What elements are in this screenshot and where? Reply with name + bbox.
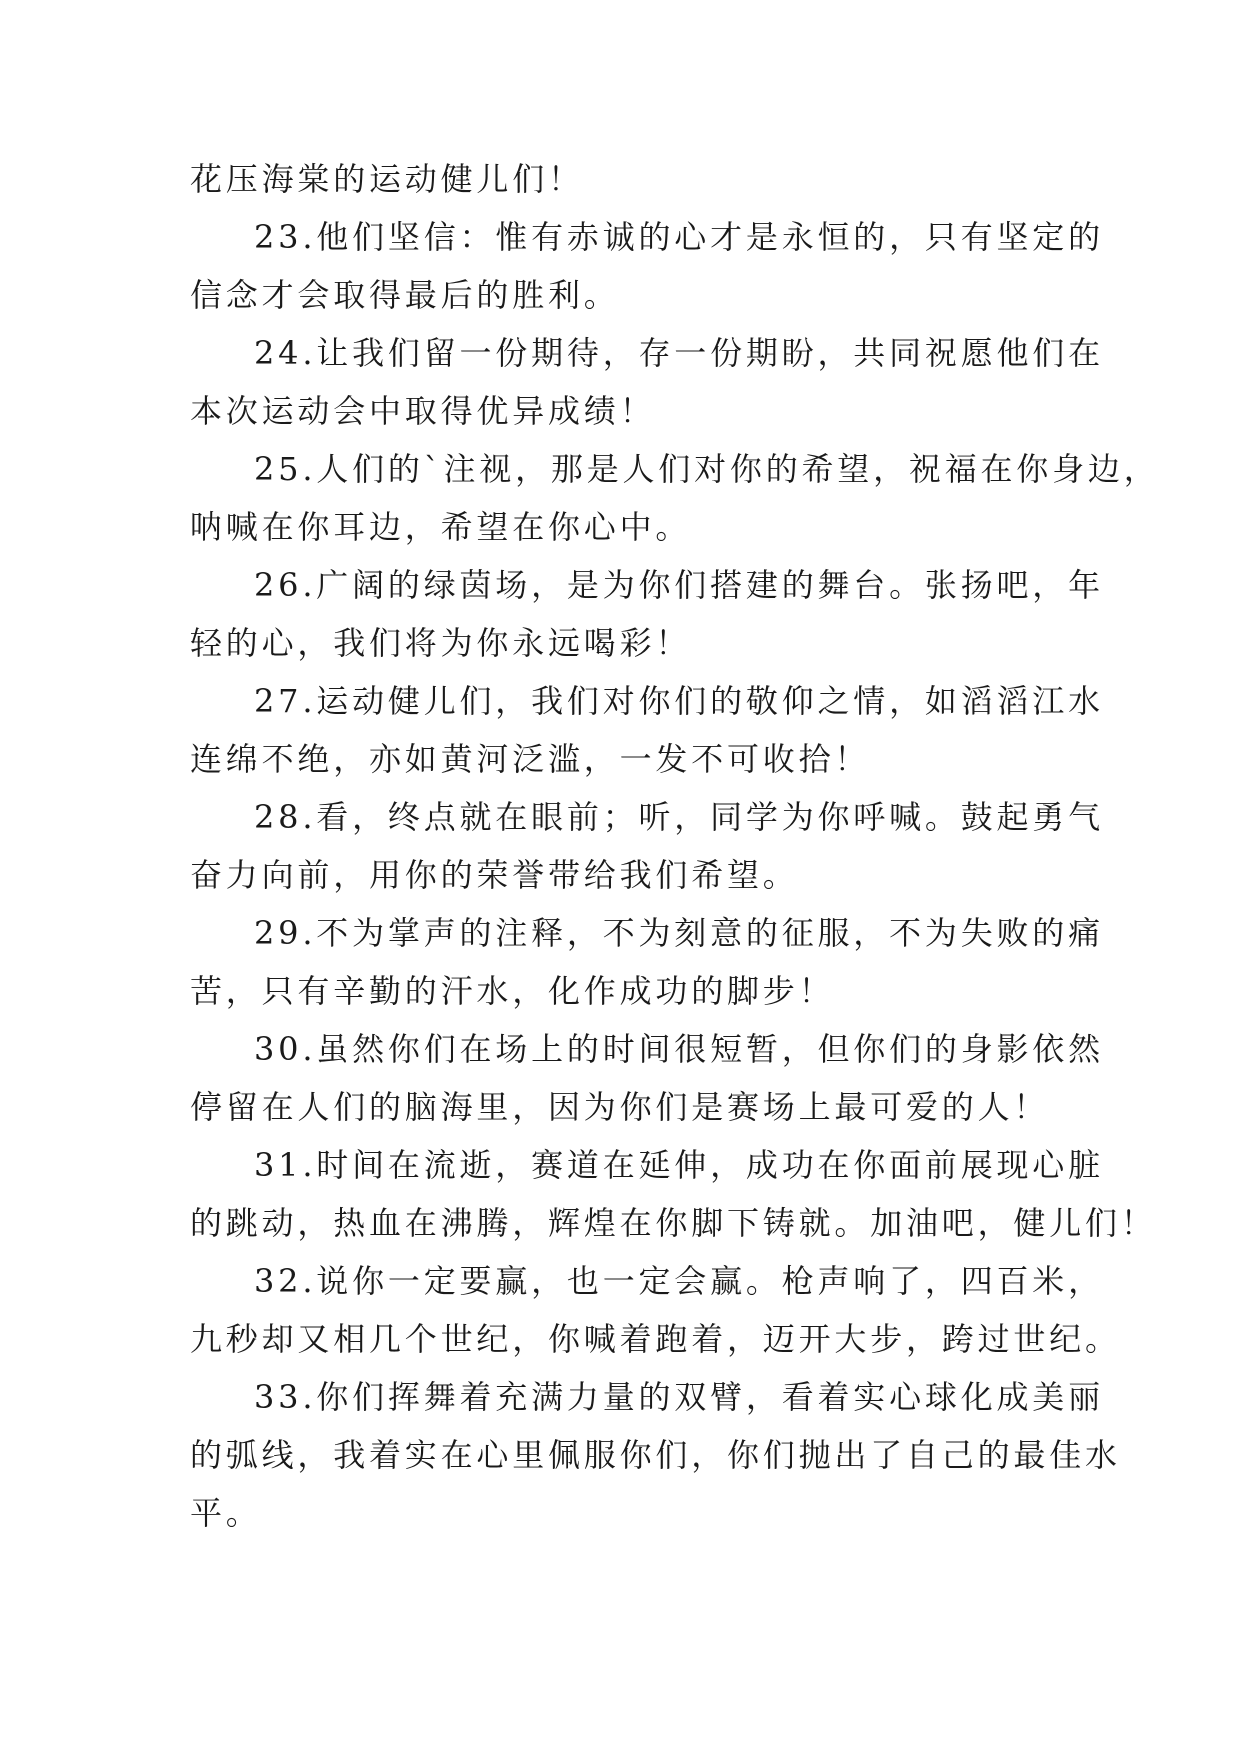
paragraph-first-line: 26.广阔的绿茵场，是为你们搭建的舞台。张扬吧，年 [254,566,1104,604]
paragraph-first-line: 32.说你一定要赢，也一定会赢。枪声响了，四百米， [254,1262,1104,1300]
paragraph-line: 花压海棠的运动健儿们！ [190,160,584,198]
paragraph-line: 九秒却又相几个世纪，你喊着跑着，迈开大步，跨过世纪。 [190,1320,1121,1358]
paragraph-first-line: 31.时间在流逝，赛道在延伸，成功在你面前展现心脏 [254,1146,1104,1184]
paragraph-first-line: 27.运动健儿们，我们对你们的敬仰之情，如滔滔江水 [254,682,1104,720]
paragraph-line: 连绵不绝，亦如黄河泛滥，一发不可收拾！ [190,740,871,778]
paragraph-line: 本次运动会中取得优异成绩！ [190,392,656,430]
paragraph-line: 平。 [190,1494,262,1532]
paragraph-first-line: 29.不为掌声的注释，不为刻意的征服，不为失败的痛 [254,914,1104,952]
paragraph-first-line: 23.他们坚信：惟有赤诚的心才是永恒的，只有坚定的 [254,218,1104,256]
document-body [190,150,1160,1542]
paragraph-first-line: 24.让我们留一份期待，存一份期盼，共同祝愿他们在 [254,334,1104,372]
paragraph-line: 的跳动，热血在沸腾，辉煌在你脚下铸就。加油吧，健儿们！ [190,1204,1157,1242]
paragraph-line: 的弧线，我着实在心里佩服你们，你们抛出了自己的最佳水 [190,1436,1121,1474]
paragraph-line: 苦，只有辛勤的汗水，化作成功的脚步！ [190,972,835,1010]
paragraph-line: 轻的心，我们将为你永远喝彩！ [190,624,692,662]
paragraph-line: 停留在人们的脑海里，因为你们是赛场上最可爱的人！ [190,1088,1050,1126]
paragraph-first-line: 28.看，终点就在眼前；听，同学为你呼喊。鼓起勇气 [254,798,1104,836]
paragraph-first-line: 33.你们挥舞着充满力量的双臂，看着实心球化成美丽 [254,1378,1104,1416]
paragraph-line: 呐喊在你耳边，希望在你心中。 [190,508,692,546]
paragraph-first-line: 30.虽然你们在场上的时间很短暂，但你们的身影依然 [254,1030,1104,1068]
paragraph-line: 信念才会取得最后的胜利。 [190,276,620,314]
paragraph-line: 奋力向前，用你的荣誉带给我们希望。 [190,856,799,894]
paragraph-first-line: 25.人们的`注视，那是人们对你的希望，祝福在你身边， [254,450,1160,488]
